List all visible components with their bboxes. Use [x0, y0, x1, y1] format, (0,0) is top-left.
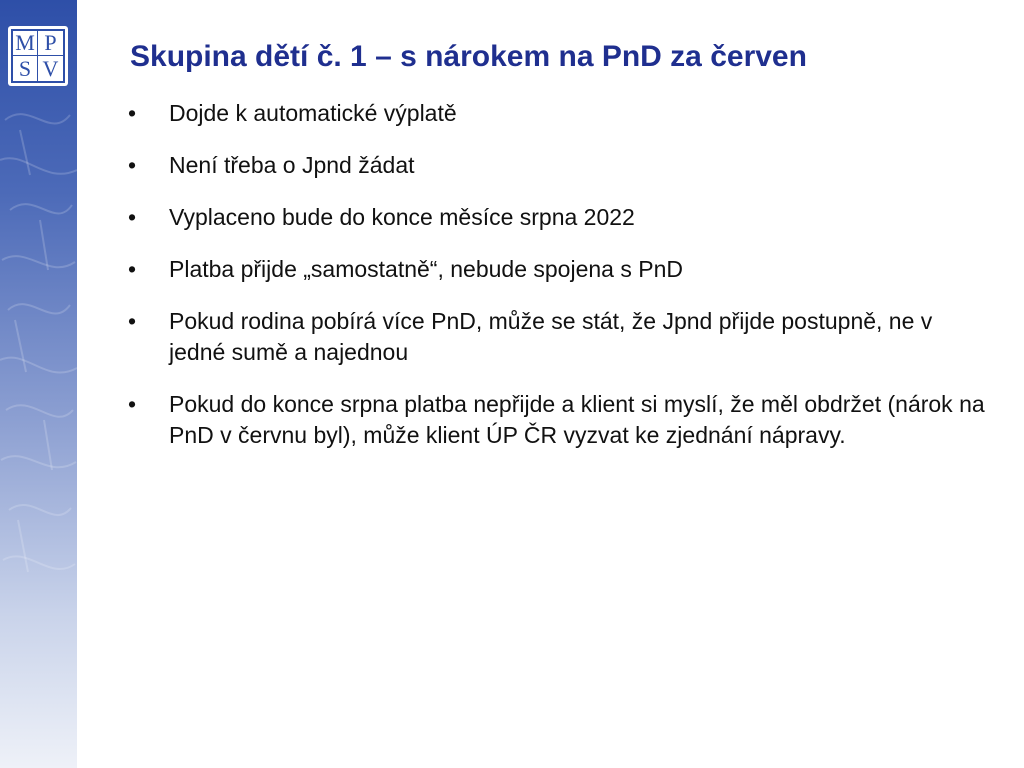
- bullet-icon: •: [128, 152, 137, 178]
- mpsv-logo-mark: [11, 29, 65, 83]
- bullet-text: Dojde k automatické výplatě: [169, 100, 457, 126]
- logo-letter: P: [38, 31, 63, 56]
- bullet-text: Pokud do konce srpna platba nepřijde a klient si myslí, že měl obdržet (nárok na PnD v červnu byl), může klient ÚP ČR vyzvat ke zjednání nápravy.: [169, 391, 985, 448]
- bullet-icon: •: [128, 100, 137, 126]
- bullet-text: Pokud rodina pobírá více PnD, může se stát, že Jpnd přijde postupně, ne v jedné sumě a najednou: [169, 308, 933, 365]
- bullet-text: Vyplaceno bude do konce měsíce srpna 2022: [169, 204, 635, 230]
- bullet-icon: •: [128, 391, 137, 417]
- slide-title: Skupina dětí č. 1 – s nárokem na PnD za červen: [130, 40, 807, 73]
- bullet-list: [128, 98, 988, 472]
- bullet-item: [128, 150, 988, 181]
- sidebar-pattern-icon: [0, 0, 77, 768]
- bullet-text: Platba přijde „samostatně“, nebude spojena s PnD: [169, 256, 683, 282]
- logo-letter: M: [13, 31, 38, 56]
- bullet-item: [128, 389, 988, 451]
- bullet-item: [128, 202, 988, 233]
- logo-letter: V: [42, 55, 59, 81]
- bullet-text: Není třeba o Jpnd žádat: [169, 152, 415, 178]
- bullet-icon: •: [128, 204, 137, 230]
- bullet-item: [128, 98, 988, 129]
- bullet-item: [128, 306, 988, 368]
- bullet-icon: •: [128, 308, 137, 334]
- logo-letter: S: [13, 56, 38, 81]
- bullet-item: [128, 254, 988, 285]
- bullet-icon: •: [128, 256, 137, 282]
- mpsv-logo: [8, 26, 68, 86]
- decorative-sidebar: [0, 0, 77, 768]
